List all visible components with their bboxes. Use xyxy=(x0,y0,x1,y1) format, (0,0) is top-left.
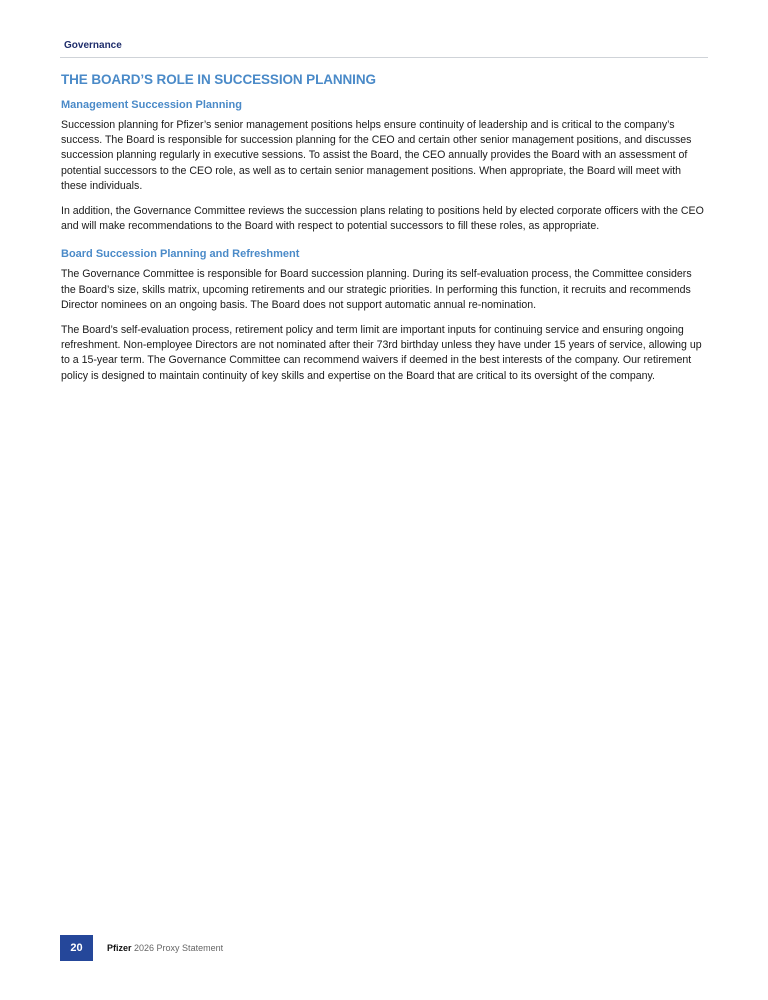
paragraph: The Governance Committee is responsible for Board succession planning. During its self-evaluation process, the Committee considers the Board’s size, skills matrix, upcoming retirements and our strategic priorities. In performing this function, it recruits and recommends Director nominees on an ongoing basis. The Board does not support automatic annual re-nomination. xyxy=(61,268,692,311)
header-divider xyxy=(60,57,708,58)
page-number: 20 xyxy=(60,935,93,961)
footer-doc-title: 2026 Proxy Statement xyxy=(134,943,224,953)
section-heading-board: Board Succession Planning and Refreshment xyxy=(61,248,300,261)
page-content xyxy=(61,72,709,394)
section-label: Governance xyxy=(64,40,122,51)
footer-text xyxy=(107,943,223,953)
section-heading-management: Management Succession Planning xyxy=(61,99,242,111)
page-footer xyxy=(60,935,223,961)
paragraph: In addition, the Governance Committee reviews the succession plans relating to positions held by elected corporate officers with the CEO and will make recommendations to the Board with respect to potential successors to fill these roles, as appropriate. xyxy=(61,205,704,233)
page-title: THE BOARD’S ROLE IN SUCCESSION PLANNING xyxy=(61,72,376,87)
paragraph: The Board’s self-evaluation process, retirement policy and term limit are important inputs for continuing service and ensuring ongoing refreshment. Non-employee Directors are not nominated after their 73rd birthday unless they have under 15 years of service, allowing up to a 15-year term. The Governance Committee can recommend waivers if deemed in the best interests of the company. Our retirement policy is designed to maintain continuity of key skills and expertise on the Board that are critical to its oversight of the company. xyxy=(61,324,702,382)
paragraph: Succession planning for Pfizer’s senior management positions helps ensure continuity of leadership and is critical to the company’s success. The Board is responsible for succession planning for the CEO and certain other senior management positions, and discusses succession planning regularly in executive sessions. To assist the Board, the CEO annually provides the Board with an assessment of potential successors to the CEO role, as well as to certain senior management positions. When appropriate, the Board will meet with these individuals. xyxy=(61,119,692,192)
footer-brand: Pfizer xyxy=(107,943,132,953)
